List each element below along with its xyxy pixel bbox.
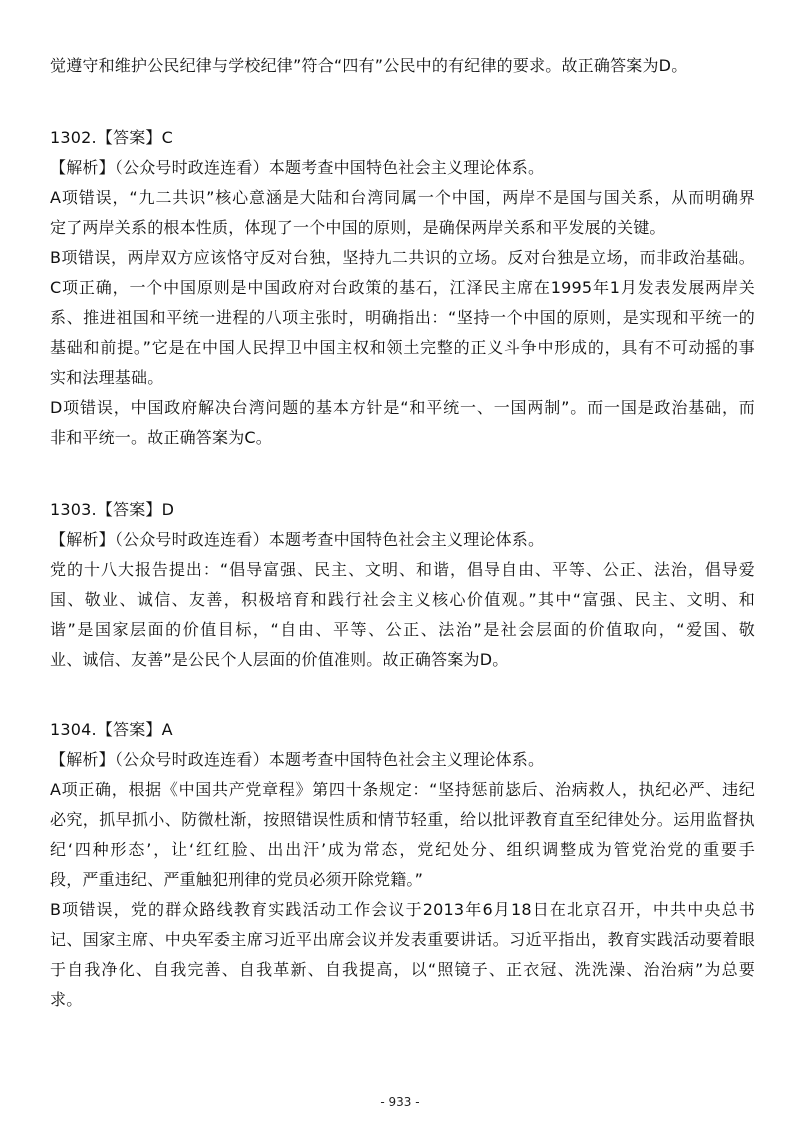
text-line: 业、诚信、友善”是公民个人层面的价值准则。故正确答案为D。 bbox=[50, 650, 509, 669]
text-line: 谐”是国家层面的价值目标，“自由、平等、公正、法治”是社会层面的价值取向，“爱国、敬 bbox=[50, 620, 755, 639]
text-line: 非和平统一。故正确答案为C。 bbox=[50, 428, 272, 447]
text-line: 定了两岸关系的根本性质，体现了一个中国的原则，是确保两岸关系和平发展的关键。 bbox=[50, 218, 666, 237]
text-line: B项错误，两岸双方应该恪守反对台独，坚持九二共识的立场。反对台独是立场，而非政治基础。 bbox=[50, 248, 755, 267]
text-line: 党的十八大报告提出：“倡导富强、民主、文明、和谐，倡导自由、平等、公正、法治，倡导爱 bbox=[50, 560, 755, 579]
text-line: 实和法理基础。 bbox=[50, 368, 164, 387]
text-line: 【解析】（公众号时政连连看）本题考查中国特色社会主义理论体系。 bbox=[50, 158, 545, 177]
text-line: 纪‘四种形态’，让‘红红脸、出出汗’成为常态，党纪处分、组织调整成为管党治党的重要手 bbox=[50, 840, 755, 859]
text-line: C项正确，一个中国原则是中国政府对台政策的基石，江泽民主席在1995年1月发表发展两岸关 bbox=[50, 278, 755, 297]
text-line: 国、敬业、诚信、友善，积极培育和践行社会主义核心价值观。”其中“富强、民主、文明、和 bbox=[50, 590, 755, 609]
text-line: 觉遵守和维护公民纪律与学校纪律”符合“四有”公民中的有纪律的要求。故正确答案为D。 bbox=[50, 56, 688, 75]
text-line: 记、国家主席、中央军委主席习近平出席会议并发表重要讲话。习近平指出，教育实践活动要着眼 bbox=[50, 930, 755, 949]
text-line: 必究，抓早抓小、防微杜渐，按照错误性质和情节轻重，给以批评教育直至纪律处分。运用监督执 bbox=[50, 810, 755, 829]
text-line: 【解析】（公众号时政连连看）本题考查中国特色社会主义理论体系。 bbox=[50, 750, 545, 769]
text-line: 【解析】（公众号时政连连看）本题考查中国特色社会主义理论体系。 bbox=[50, 530, 545, 549]
text-line: 于自我净化、自我完善、自我革新、自我提高，以“照镜子、正衣冠、洗洗澡、治治病”为总要 bbox=[50, 960, 755, 979]
text-line: B项错误，党的群众路线教育实践活动工作会议于2013年6月18日在北京召开，中共中央总书 bbox=[50, 900, 755, 919]
text-line: 系、推进祖国和平统一进程的八项主张时，明确指出：“坚持一个中国的原则，是实现和平统一的 bbox=[50, 308, 755, 327]
text-line: 段，严重违纪、严重触犯刑律的党员必须开除党籍。” bbox=[50, 870, 424, 889]
text-line: 求。 bbox=[50, 990, 83, 1009]
text-line: A项正确，根据《中国共产党章程》第四十条规定：“坚持惩前毖后、治病救人，执纪必严、违纪 bbox=[50, 780, 755, 799]
text-line: A项错误，“九二共识”核心意涵是大陆和台湾同属一个中国，两岸不是国与国关系，从而明确界 bbox=[50, 188, 755, 207]
answer-heading-1304: 1304.【答案】A bbox=[50, 720, 173, 739]
answer-heading-1302: 1302.【答案】C bbox=[50, 128, 173, 147]
text-line: 基础和前提。”它是在中国人民捍卫中国主权和领土完整的正义斗争中形成的，具有不可动摇的事 bbox=[50, 338, 755, 357]
page-number: - 933 - bbox=[380, 1095, 420, 1109]
answer-heading-1303: 1303.【答案】D bbox=[50, 500, 175, 519]
text-line: D项错误，中国政府解决台湾问题的基本方针是“和平统一、一国两制”。而一国是政治基础，而 bbox=[50, 398, 755, 417]
